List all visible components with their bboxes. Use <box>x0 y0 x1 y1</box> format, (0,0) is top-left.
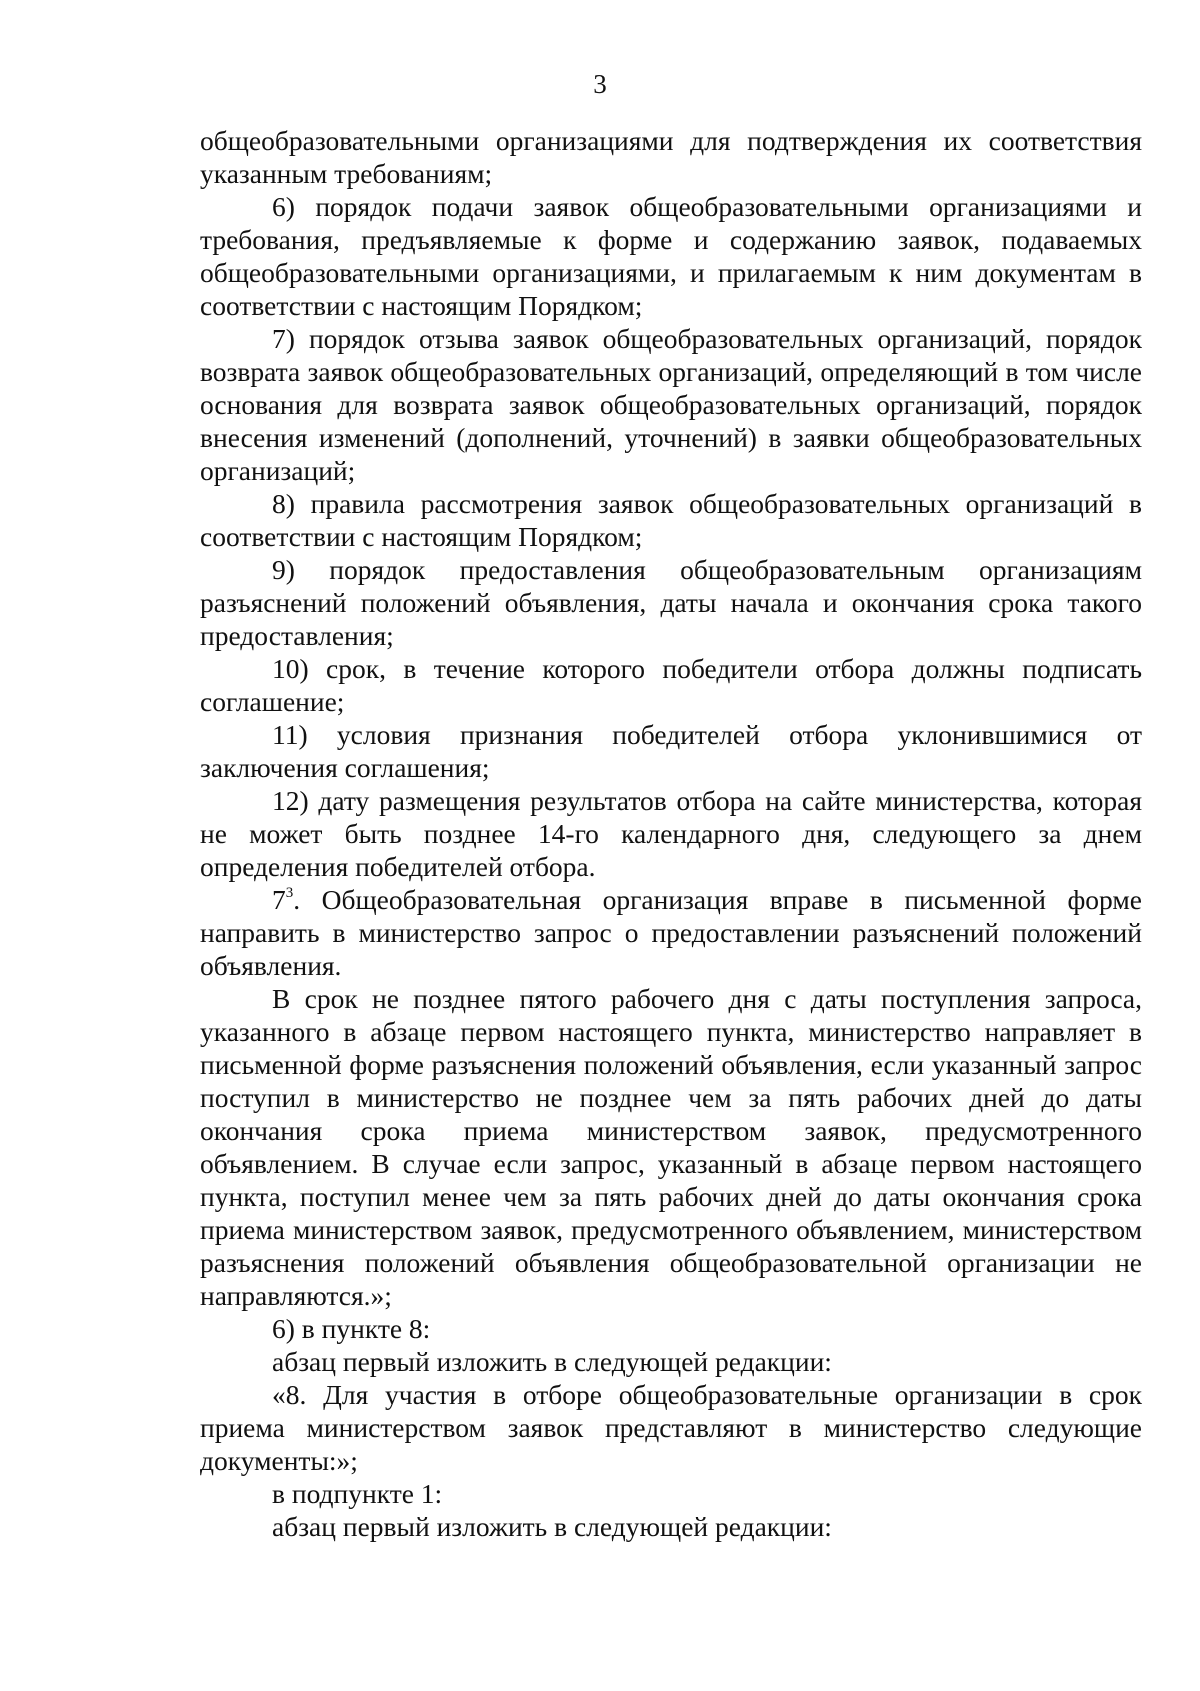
clause-number: 7 <box>272 884 286 915</box>
paragraph-item-11: 11) условия признания победителей отбора уклонившимися от заключения соглашения; <box>200 719 1142 783</box>
paragraph-clause-8-text: «8. Для участия в отборе общеобразовательные организации в срок приема министерством заявок представляют в министерство следующие документы:»; <box>200 1379 1142 1476</box>
paragraph-amendment-item-6: 6) в пункте 8: <box>272 1313 431 1344</box>
paragraph-item-10: 10) срок, в течение которого победители отбора должны подписать соглашение; <box>200 653 1142 717</box>
paragraph-item-9: 9) порядок предоставления общеобразовательным организациям разъяснений положений объявления, даты начала и окончания срока такого предоставления; <box>200 554 1142 651</box>
clause-text: . Общеобразовательная организация вправе в письменной форме направить в министерство запрос о предоставлении разъяснений положений объявления. <box>200 884 1142 981</box>
paragraph-item-12: 12) дату размещения результатов отбора на сайте министерства, которая не может быть позднее 14-го календарного дня, следующего за днем определения победителей отбора. <box>200 785 1142 882</box>
paragraph-item-7: 7) порядок отзыва заявок общеобразовательных организаций, порядок возврата заявок общеобразовательных организаций, определяющий в том числе основания для возврата заявок общеобразовательных организаций, порядок внесения изменений (дополнений, уточнений) в заявки общеобразовательных организаций; <box>200 323 1142 486</box>
paragraph-item-8: 8) правила рассмотрения заявок общеобразовательных организаций в соответствии с настоящим Порядком; <box>200 488 1142 552</box>
clause-superscript: 3 <box>285 885 294 901</box>
paragraph-item-6: 6) порядок подачи заявок общеобразовательными организациями и требования, предъявляемые к форме и содержанию заявок, подаваемых общеобразовательными организациями, и прилагаемым к ним документам в соответствии с настоящим Порядком; <box>200 191 1142 321</box>
paragraph-clause-7-3 <box>200 883 1142 982</box>
paragraph-subclause-1: в подпункте 1: <box>272 1478 443 1509</box>
document-body <box>200 124 1142 1543</box>
paragraph-continuation: общеобразовательными организациями для подтверждения их соответствия указанным требованиям; <box>200 125 1142 189</box>
paragraph-clarification-term: В срок не позднее пятого рабочего дня с даты поступления запроса, указанного в абзаце первом настоящего пункта, министерство направляет в письменной форме разъяснения положений объявления, если указанный запрос поступил в министерство не позднее чем за пять рабочих дней до даты окончания срока приема министерством заявок, предусмотренного объявлением. В случае если запрос, указанный в абзаце первом настоящего пункта, поступил менее чем за пять рабочих дней до даты окончания срока приема министерством заявок, предусмотренного объявлением, министерством разъяснения положений объявления общеобразовательной организации не направляются.»; <box>200 983 1142 1311</box>
paragraph-first-paragraph-instruction-2: абзац первый изложить в следующей редакции: <box>272 1511 832 1542</box>
paragraph-first-paragraph-instruction: абзац первый изложить в следующей редакции: <box>272 1346 832 1377</box>
page-number: 3 <box>593 69 607 99</box>
